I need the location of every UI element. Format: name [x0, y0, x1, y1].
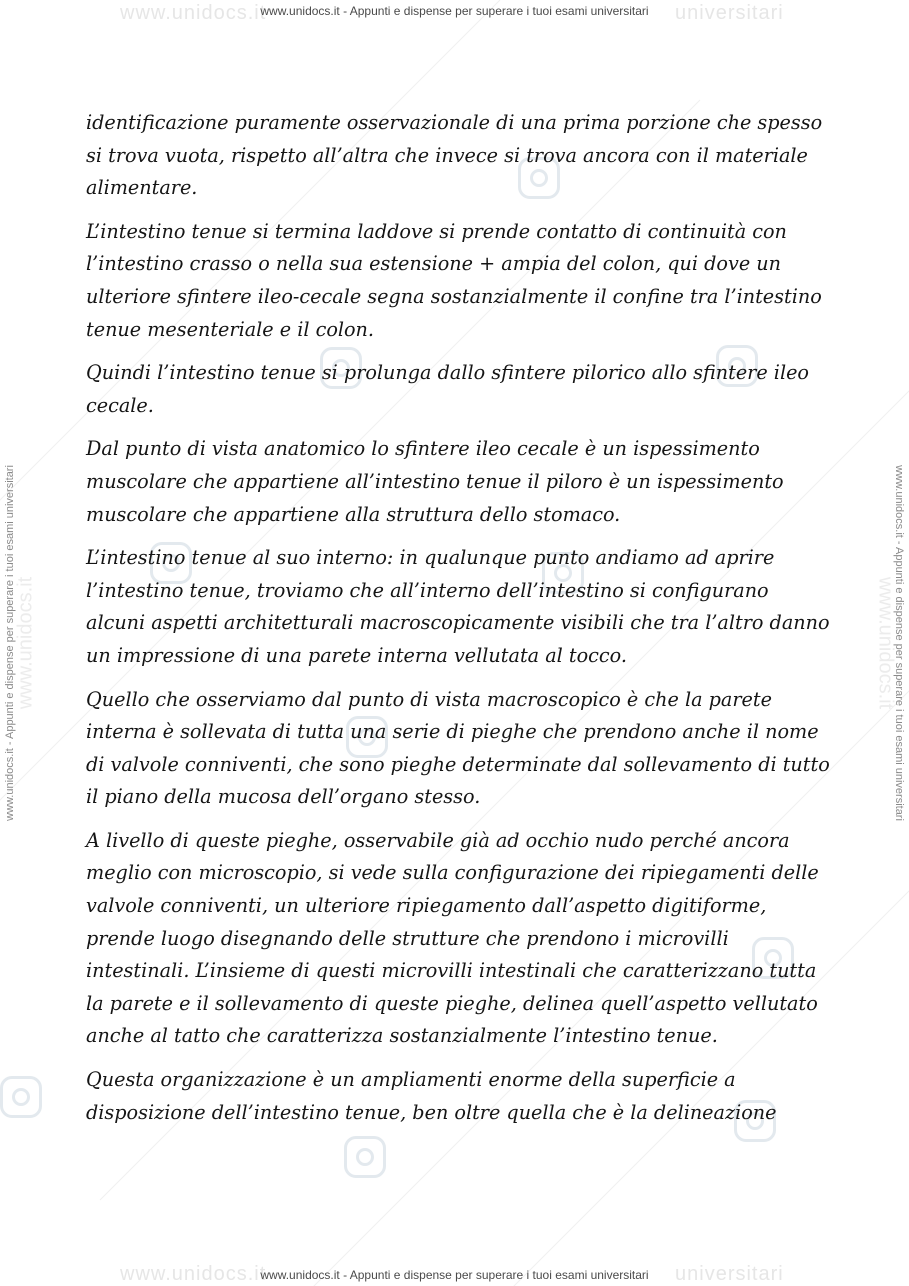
paragraph: L’intestino tenue si termina laddove si prende contatto di continuità con l’intestino crasso o nella sua estensione + ampia del colon, qui dove un ulteriore sfintere ileo-cecale segna sostanzialmente il confine tra l’intestino tenue mesenteriale e il colon. — [86, 219, 822, 341]
paragraph: A livello di queste pieghe, osservabile già ad occhio nudo perché ancora meglio con microscopio, si vede sulla configurazione dei ripiegamenti delle valvole conniventi, un ulteriore ripiegamento dall’aspetto digitiforme, prende luogo disegnando delle strutture che prendono i microvilli intestinali. L’insieme di questi microvilli intestinali che caratterizzano tutta la parete e il sollevamento di queste pieghe, delinea quell’aspetto vellutato anche al tatto che caratterizza sostanzialmente l’intestino tenue. — [86, 828, 819, 1048]
paragraph: Questa organizzazione è un ampliamenti enorme della superficie a disposizione dell’intestino tenue, ben oltre quella che è la delineazione — [86, 1068, 777, 1124]
document-body — [86, 107, 831, 1140]
unidocs-logo-icon — [0, 1076, 42, 1118]
paragraph: Quindi l’intestino tenue si prolunga dallo sfintere pilorico allo sfintere ileo cecale. — [86, 361, 809, 417]
watermark-header: www.unidocs.it - Appunti e dispense per superare i tuoi esami universitari — [260, 4, 649, 18]
watermark-ghost-bottom-left: www.unidocs.it — [120, 1263, 267, 1285]
watermark-ghost-bottom-right: universitari — [675, 1263, 784, 1285]
watermark-side-left: www.unidocs.it - Appunti e dispense per superare i tuoi esami universitari — [4, 465, 16, 821]
watermark-footer: www.unidocs.it - Appunti e dispense per superare i tuoi esami universitari — [260, 1268, 649, 1282]
paragraph: L’intestino tenue al suo interno: in qualunque punto andiamo ad aprire l’intestino tenue, troviamo che all’interno dell’intestino si configurano alcuni aspetti architetturali macroscopicamente visibili che tra l’altro danno un impressione di una parete interna vellutata al tocco. — [86, 546, 830, 667]
paragraph: identificazione puramente osservazionale di una prima porzione che spesso si trova vuota, rispetto all’altra che invece si trova ancora con il materiale alimentare. — [86, 111, 823, 200]
paragraph: Quello che osserviamo dal punto di vista macroscopico è che la parete interna è sollevata di tutta una serie di pieghe che prendono anche il nome di valvole conniventi, che sono pieghe determinate dal sollevamento di tutto il piano della mucosa dell’organo stesso. — [86, 687, 830, 809]
unidocs-logo-icon — [344, 1136, 386, 1178]
watermark-ghost-top-right: universitari — [675, 2, 784, 24]
watermark-side-ghost-right: www.unidocs.it — [874, 576, 897, 710]
watermark-side-right: www.unidocs.it - Appunti e dispense per superare i tuoi esami universitari — [893, 465, 905, 821]
paragraph: Dal punto di vista anatomico lo sfintere ileo cecale è un ispessimento muscolare che appartiene all’intestino tenue il piloro è un ispessimento muscolare che appartiene alla struttura dello stomaco. — [86, 437, 784, 526]
watermark-side-ghost-left: www.unidocs.it — [14, 576, 37, 710]
watermark-ghost-top-left: www.unidocs.it — [120, 2, 267, 24]
